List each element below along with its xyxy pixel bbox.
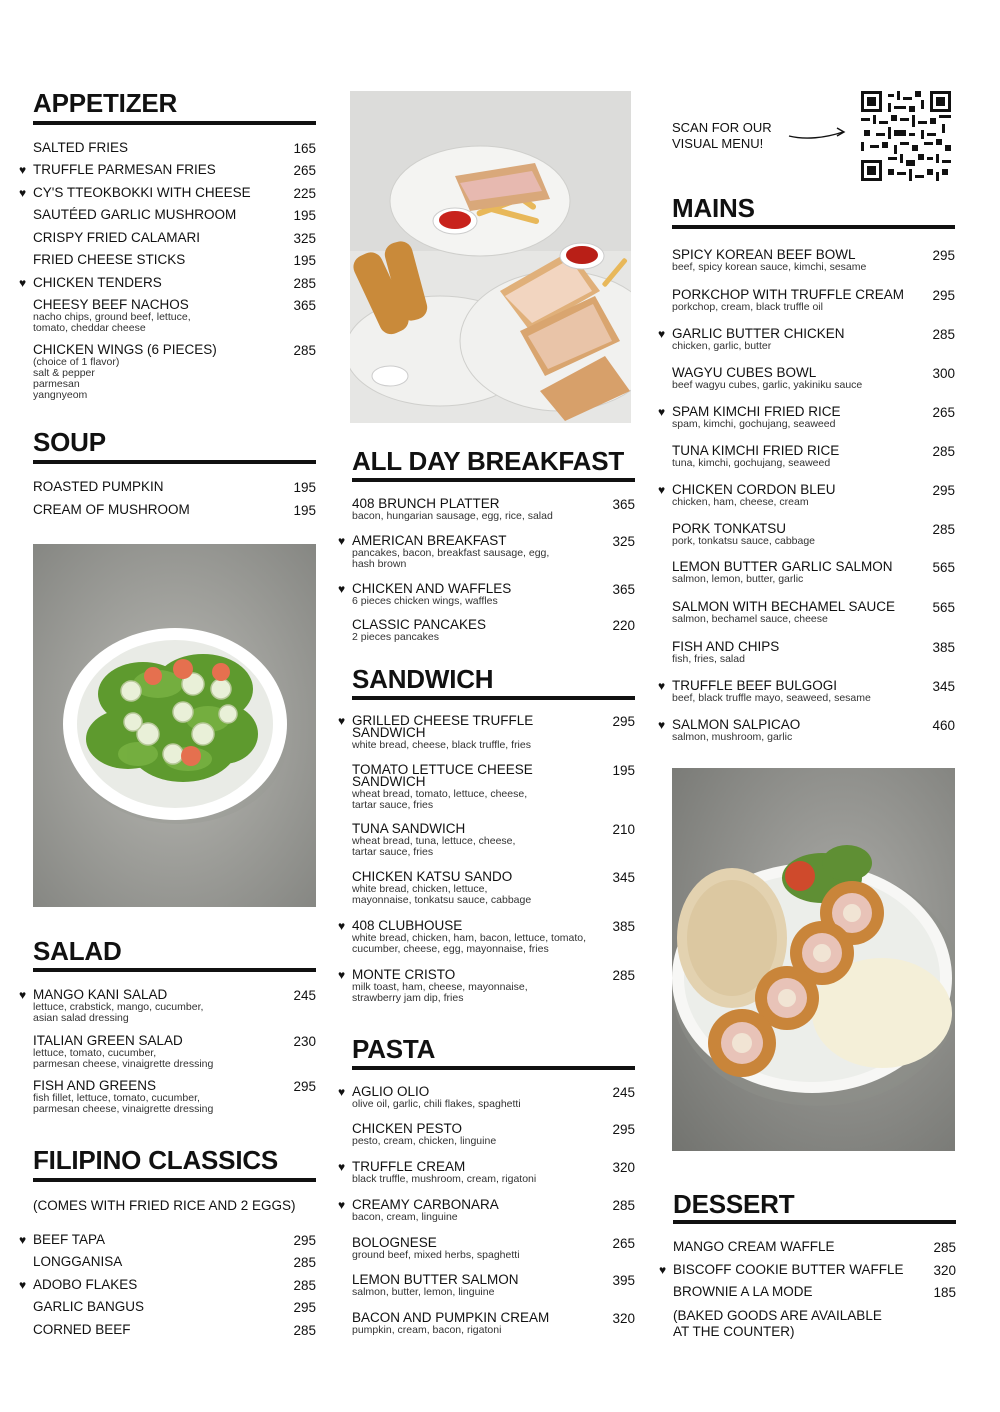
heart-icon: ♥ xyxy=(338,919,346,933)
menu-item-name: TOMATO LETTUCE CHEESE SANDWICH xyxy=(352,762,533,789)
menu-item-description: salmon, lemon, butter, garlic xyxy=(672,573,804,585)
filipino-note: (COMES WITH FRIED RICE AND 2 EGGS) xyxy=(33,1198,296,1213)
menu-item-description: beef, spicy korean sauce, kimchi, sesame xyxy=(672,261,867,273)
menu-item-description: 2 pieces pancakes xyxy=(352,631,439,643)
menu-item-name: SPAM KIMCHI FRIED RICE xyxy=(672,404,841,419)
menu-item-name: GARLIC BUTTER CHICKEN xyxy=(672,326,845,341)
menu-item-price: 265 xyxy=(612,1236,635,1251)
menu-item-name: ROASTED PUMPKIN xyxy=(33,479,164,494)
menu-item-name: CHICKEN CORDON BLEU xyxy=(672,482,836,497)
cordon-bleu-image xyxy=(672,768,955,1151)
menu-item-name: LONGGANISA xyxy=(33,1254,123,1269)
menu-item-name: AGLIO OLIO xyxy=(352,1084,430,1099)
heart-icon: ♥ xyxy=(19,276,27,290)
menu-item-price: 295 xyxy=(932,483,955,498)
menu-item-price: 295 xyxy=(612,714,635,729)
menu-item-price: 265 xyxy=(932,405,955,420)
menu-item-name: TUNA SANDWICH xyxy=(352,821,466,836)
menu-item-name: MONTE CRISTO xyxy=(352,967,456,982)
menu-item-name: SPICY KOREAN BEEF BOWL xyxy=(672,247,856,262)
divider xyxy=(33,121,316,125)
menu-item-name: MANGO CREAM WAFFLE xyxy=(673,1239,835,1254)
menu-item-description: porkchop, cream, black truffle oil xyxy=(672,301,823,313)
heart-icon: ♥ xyxy=(338,968,346,982)
menu-item-price: 285 xyxy=(933,1240,956,1255)
menu-item-name: GARLIC BANGUS xyxy=(33,1299,145,1314)
section-title-dessert: DESSERT xyxy=(673,1189,795,1219)
menu-item-price: 195 xyxy=(293,480,316,495)
menu-item-description: nacho chips, ground beef, lettuce, tomato, cheddar cheese xyxy=(33,311,191,334)
menu-item-name: PORK TONKATSU xyxy=(672,521,787,536)
menu-item-description: (choice of 1 flavor) salt & pepper parmesan yangnyeom xyxy=(33,356,120,401)
menu-item-price: 285 xyxy=(932,327,955,342)
menu-item-description: bacon, hungarian sausage, egg, rice, salad xyxy=(352,510,553,522)
divider xyxy=(672,225,955,229)
menu-item-description: fish fillet, lettuce, tomato, cucumber, parmesan cheese, vinaigrette dressing xyxy=(33,1092,214,1115)
menu-item-description: white bread, chicken, lettuce, mayonnaise, tonkatsu sauce, cabbage xyxy=(352,883,532,906)
menu-item-price: 320 xyxy=(612,1311,635,1326)
menu-item-name: TRUFFLE CREAM xyxy=(352,1159,466,1174)
menu-item-price: 300 xyxy=(932,366,955,381)
heart-icon: ♥ xyxy=(338,1198,346,1212)
menu-item-price: 320 xyxy=(612,1160,635,1175)
menu-item-name: 408 BRUNCH PLATTER xyxy=(352,496,500,511)
menu-item-description: black truffle, mushroom, cream, rigatoni xyxy=(352,1173,537,1185)
menu-item-description: chicken, ham, cheese, cream xyxy=(672,496,809,508)
menu-item-price: 195 xyxy=(612,763,635,778)
menu-item-description: lettuce, crabstick, mango, cucumber, asian salad dressing xyxy=(33,1001,204,1024)
heart-icon: ♥ xyxy=(19,1278,27,1292)
menu-item-price: 195 xyxy=(293,208,316,223)
menu-item-price: 365 xyxy=(293,298,316,313)
heart-icon: ♥ xyxy=(658,405,666,419)
menu-item-name: CHICKEN PESTO xyxy=(352,1121,463,1136)
menu-item-price: 195 xyxy=(293,253,316,268)
menu-item-name: CRISPY FRIED CALAMARI xyxy=(33,230,201,245)
menu-item-name: SAUTÉED GARLIC MUSHROOM xyxy=(33,207,237,222)
menu-item-name: AMERICAN BREAKFAST xyxy=(352,533,507,548)
menu-item-description: white bread, chicken, ham, bacon, lettuce, tomato, cucumber, cheese, egg, mayonnaise, fries xyxy=(352,932,587,955)
qr-code-icon[interactable] xyxy=(861,91,951,181)
breakfast-image xyxy=(350,91,631,423)
menu-item-name: ITALIAN GREEN SALAD xyxy=(33,1033,183,1048)
menu-item-description: beef, black truffle mayo, seaweed, sesame xyxy=(672,692,871,704)
menu-item-description: white bread, cheese, black truffle, fries xyxy=(352,739,531,751)
menu-item-name: TUNA KIMCHI FRIED RICE xyxy=(672,443,840,458)
menu-item-name: SALMON WITH BECHAMEL SAUCE xyxy=(672,599,896,614)
section-title-appetizer: APPETIZER xyxy=(33,88,178,118)
section-title-pasta: PASTA xyxy=(352,1034,436,1064)
menu-item-price: 285 xyxy=(293,1255,316,1270)
menu-item-price: 460 xyxy=(932,718,955,733)
menu-item-price: 295 xyxy=(932,248,955,263)
arrow-icon xyxy=(787,122,849,144)
menu-item-name: BISCOFF COOKIE BUTTER WAFFLE xyxy=(673,1262,904,1277)
divider xyxy=(352,478,635,482)
menu-item-description: tuna, kimchi, gochujang, seaweed xyxy=(672,457,831,469)
heart-icon: ♥ xyxy=(658,483,666,497)
menu-item-price: 285 xyxy=(293,1278,316,1293)
menu-item-description: pesto, cream, chicken, linguine xyxy=(352,1135,497,1147)
menu-item-description: salmon, butter, lemon, linguine xyxy=(352,1286,495,1298)
menu-item-price: 295 xyxy=(612,1122,635,1137)
heart-icon: ♥ xyxy=(658,679,666,693)
menu-item-price: 385 xyxy=(932,640,955,655)
menu-item-price: 320 xyxy=(933,1263,956,1278)
menu-item-name: FISH AND CHIPS xyxy=(672,639,780,654)
menu-item-name: BOLOGNESE xyxy=(352,1235,437,1250)
menu-item-price: 285 xyxy=(612,968,635,983)
menu-item-description: beef wagyu cubes, garlic, yakiniku sauce xyxy=(672,379,863,391)
menu-item-name: CHICKEN KATSU SANDO xyxy=(352,869,513,884)
menu-item-description: wheat bread, tomato, lettuce, cheese, tartar sauce, fries xyxy=(352,788,528,811)
menu-item-name: LEMON BUTTER SALMON xyxy=(352,1272,519,1287)
menu-item-name: CY'S TTEOKBOKKI WITH CHEESE xyxy=(33,185,251,200)
menu-item-price: 565 xyxy=(932,560,955,575)
salad-image xyxy=(33,544,316,907)
divider xyxy=(352,1066,635,1070)
menu-item-price: 220 xyxy=(612,618,635,633)
menu-item-price: 385 xyxy=(612,919,635,934)
menu-item-name: CREAM OF MUSHROOM xyxy=(33,502,190,517)
heart-icon: ♥ xyxy=(659,1263,667,1277)
salad-photo xyxy=(33,544,316,907)
divider xyxy=(352,696,635,700)
menu-item-description: fish, fries, salad xyxy=(672,653,745,665)
heart-icon: ♥ xyxy=(658,327,666,341)
cordon-bleu-photo xyxy=(672,768,955,1151)
menu-item-name: BROWNIE A LA MODE xyxy=(673,1284,813,1299)
menu-item-name: TRUFFLE BEEF BULGOGI xyxy=(672,678,838,693)
divider xyxy=(33,460,316,464)
menu-item-name: CLASSIC PANCAKES xyxy=(352,617,487,632)
menu-item-description: 6 pieces chicken wings, waffles xyxy=(352,595,498,607)
menu-item-price: 345 xyxy=(932,679,955,694)
menu-item-name: CREAMY CARBONARA xyxy=(352,1197,499,1212)
heart-icon: ♥ xyxy=(338,714,346,728)
menu-item-description: lettuce, tomato, cucumber, parmesan cheese, vinaigrette dressing xyxy=(33,1047,214,1070)
menu-item-price: 245 xyxy=(612,1085,635,1100)
menu-item-price: 165 xyxy=(293,141,316,156)
menu-item-name: FISH AND GREENS xyxy=(33,1078,157,1093)
menu-item-price: 365 xyxy=(612,497,635,512)
section-title-soup: SOUP xyxy=(33,427,106,457)
menu-item-name: CHICKEN AND WAFFLES xyxy=(352,581,512,596)
menu-item-name: PORKCHOP WITH TRUFFLE CREAM xyxy=(672,287,905,302)
menu-item-price: 285 xyxy=(932,444,955,459)
menu-item-price: 285 xyxy=(293,276,316,291)
breakfast-photo xyxy=(350,91,631,423)
menu-item-description: pancakes, bacon, breakfast sausage, egg, hash brown xyxy=(352,547,550,570)
menu-item-description: pumpkin, cream, bacon, rigatoni xyxy=(352,1324,502,1336)
section-title-filipino-classics: FILIPINO CLASSICS xyxy=(33,1145,279,1175)
heart-icon: ♥ xyxy=(338,534,346,548)
divider xyxy=(33,968,316,972)
menu-item-price: 295 xyxy=(293,1300,316,1315)
menu-item-description: pork, tonkatsu sauce, cabbage xyxy=(672,535,816,547)
menu-item-price: 285 xyxy=(293,1323,316,1338)
section-title-all-day-breakfast: ALL DAY BREAKFAST xyxy=(352,446,625,476)
menu-item-name: FRIED CHEESE STICKS xyxy=(33,252,186,267)
menu-item-price: 295 xyxy=(293,1079,316,1094)
menu-item-name: SALMON SALPICAO xyxy=(672,717,801,732)
menu-item-description: salmon, bechamel sauce, cheese xyxy=(672,613,828,625)
menu-item-price: 185 xyxy=(933,1285,956,1300)
menu-item-price: 210 xyxy=(612,822,635,837)
section-title-salad: SALAD xyxy=(33,936,122,966)
menu-item-price: 285 xyxy=(612,1198,635,1213)
heart-icon: ♥ xyxy=(19,186,27,200)
menu-item-description: salmon, mushroom, garlic xyxy=(672,731,793,743)
menu-item-price: 245 xyxy=(293,988,316,1003)
menu-item-name: BEEF TAPA xyxy=(33,1232,106,1247)
menu-item-name: CHEESY BEEF NACHOS xyxy=(33,297,189,312)
menu-item-name: SALTED FRIES xyxy=(33,140,129,155)
menu-item-name: LEMON BUTTER GARLIC SALMON xyxy=(672,559,893,574)
menu-item-name: CHICKEN TENDERS xyxy=(33,275,162,290)
heart-icon: ♥ xyxy=(19,163,27,177)
menu-item-price: 325 xyxy=(612,534,635,549)
menu-item-description: milk toast, ham, cheese, mayonnaise, strawberry jam dip, fries xyxy=(352,981,528,1004)
heart-icon: ♥ xyxy=(338,1160,346,1174)
menu-item-price: 225 xyxy=(293,186,316,201)
qr-caption: SCAN FOR OUR VISUAL MENU! xyxy=(672,120,772,151)
menu-item-name: GRILLED CHEESE TRUFFLE SANDWICH xyxy=(352,713,534,740)
menu-item-description: wheat bread, tuna, lettuce, cheese, tartar sauce, fries xyxy=(352,835,516,858)
menu-item-price: 285 xyxy=(932,522,955,537)
menu-item-description: ground beef, mixed herbs, spaghetti xyxy=(352,1249,520,1261)
menu-item-name: MANGO KANI SALAD xyxy=(33,987,168,1002)
dessert-note: (BAKED GOODS ARE AVAILABLE AT THE COUNTER) xyxy=(673,1308,882,1339)
menu-item-name: ADOBO FLAKES xyxy=(33,1277,138,1292)
heart-icon: ♥ xyxy=(19,1233,27,1247)
menu-item-price: 345 xyxy=(612,870,635,885)
menu-item-price: 265 xyxy=(293,163,316,178)
menu-item-description: olive oil, garlic, chili flakes, spaghetti xyxy=(352,1098,521,1110)
menu-item-price: 295 xyxy=(293,1233,316,1248)
menu-item-price: 230 xyxy=(293,1034,316,1049)
divider xyxy=(33,1178,316,1182)
menu-item-price: 365 xyxy=(612,582,635,597)
section-title-sandwich: SANDWICH xyxy=(352,664,494,694)
menu-item-price: 285 xyxy=(293,343,316,358)
heart-icon: ♥ xyxy=(19,988,27,1002)
menu-item-description: chicken, garlic, butter xyxy=(672,340,772,352)
menu-item-name: CHICKEN WINGS (6 PIECES) xyxy=(33,342,217,357)
menu-item-price: 295 xyxy=(932,288,955,303)
menu-item-price: 325 xyxy=(293,231,316,246)
menu-item-name: 408 CLUBHOUSE xyxy=(352,918,463,933)
heart-icon: ♥ xyxy=(338,582,346,596)
menu-item-price: 195 xyxy=(293,503,316,518)
menu-item-name: TRUFFLE PARMESAN FRIES xyxy=(33,162,216,177)
menu-item-name: CORNED BEEF xyxy=(33,1322,131,1337)
menu-item-description: bacon, cream, linguine xyxy=(352,1211,458,1223)
menu-item-price: 565 xyxy=(932,600,955,615)
menu-item-name: BACON AND PUMPKIN CREAM xyxy=(352,1310,550,1325)
menu-item-price: 395 xyxy=(612,1273,635,1288)
heart-icon: ♥ xyxy=(658,718,666,732)
divider xyxy=(673,1220,956,1224)
menu-item-name: WAGYU CUBES BOWL xyxy=(672,365,817,380)
heart-icon: ♥ xyxy=(338,1085,346,1099)
section-title-mains: MAINS xyxy=(672,193,755,223)
menu-item-description: spam, kimchi, gochujang, seaweed xyxy=(672,418,836,430)
